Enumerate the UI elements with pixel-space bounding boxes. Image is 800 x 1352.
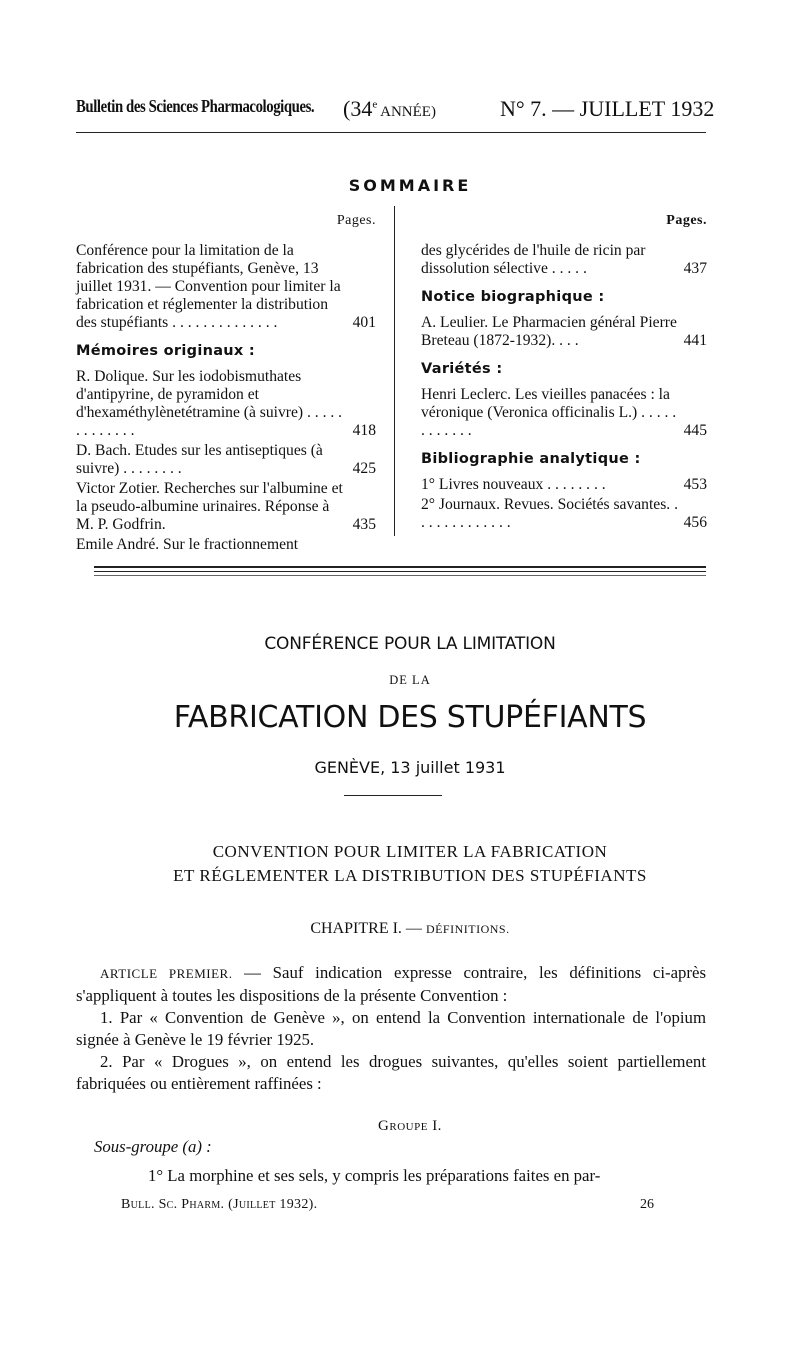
chapter-heading: CHAPITRE I. — DÉFINITIONS.: [310, 920, 510, 937]
toc-entry: [76, 480, 376, 534]
convention-title-line2: ET RÉGLEMENTER LA DISTRIBUTION DES STUPÉFIANTS: [173, 866, 647, 885]
header-rule: [76, 132, 706, 133]
toc-entry-page: 437: [683, 260, 707, 277]
toc-entry: [76, 242, 376, 332]
toc-entry-text: Henri Leclerc. Les vieilles panacées : la véronique (Veronica officinalis L.) . . . . . . . . . . . .: [421, 386, 677, 439]
toc-entry-text: Emile André. Sur le fractionnement: [76, 536, 299, 553]
title-rule: [344, 795, 442, 796]
toc-entry-page: 456: [683, 514, 707, 531]
toc-section-title: Notice biographique :: [421, 289, 605, 305]
toc-entry-text: A. Leulier. Le Pharmacien général Pierre Breteau (1872-1932). . . .: [421, 314, 677, 349]
convention-title-line1: CONVENTION POUR LIMITER LA FABRICATION: [212, 842, 608, 861]
toc-entry: [421, 476, 707, 494]
toc-right-column: [421, 212, 707, 534]
article-title-line2: DE LA: [389, 673, 431, 687]
footer-citation: Bull. Sc. Pharm. (Juillet 1932).: [121, 1197, 318, 1212]
toc-entry-page: 425: [352, 460, 376, 477]
journal-title: Bulletin des Sciences Pharmacologiques.: [76, 96, 315, 116]
article-body: [76, 962, 706, 1095]
pages-label: Pages.: [666, 213, 707, 228]
toc-entry-text: Victor Zotier. Recherches sur l'albumine et la pseudo-albumine urinaires. Réponse à M. P. Godfrin.: [76, 480, 343, 533]
toc-entry: [421, 496, 707, 532]
toc-entry-page: 453: [683, 476, 707, 493]
place-date: GENÈVE, 13 juillet 1931: [314, 758, 506, 777]
toc-entry-text: des glycérides de l'huile de ricin par dissolution sélective . . . . .: [421, 242, 646, 277]
toc-section-title: Mémoires originaux :: [76, 343, 256, 359]
separator-rule: [94, 571, 706, 572]
toc-entry-text: Conférence pour la limitation de la fabrication des stupéfiants, Genève, 13 juillet 1931. — Convention pour limiter la fabrication et réglementer la distribution des stupéfiants . . . . . . . . . . . . . .: [76, 242, 341, 331]
column-divider: [394, 206, 395, 536]
article-title-main: FABRICATION DES STUPÉFIANTS: [173, 700, 647, 735]
toc-entry-page: 445: [683, 422, 707, 439]
toc-entry-text: R. Dolique. Sur les iodobismuthates d'antipyrine, de pyramidon et d'hexaméthylènetétramine (à suivre) . . . . . . . . . . . . .: [76, 368, 343, 439]
groupe-heading: Groupe I.: [378, 1118, 442, 1134]
separator-rule: [94, 575, 706, 576]
toc-section-title: Variétés :: [421, 361, 503, 377]
toc-entry-text: D. Bach. Etudes sur les antiseptiques (à suivre) . . . . . . . .: [76, 442, 323, 477]
toc-section-title: Bibliographie analytique :: [421, 451, 641, 467]
toc-entry-text: 2° Journaux. Revues. Sociétés savantes. . . . . . . . . . . . . .: [421, 496, 678, 531]
sommaire-title: SOMMAIRE: [348, 176, 472, 195]
page-number: 26: [640, 1197, 654, 1212]
toc-entry: [421, 386, 707, 440]
sous-groupe-heading: Sous-groupe (a) :: [94, 1137, 212, 1156]
toc-entry: [421, 314, 707, 350]
toc-entry-text: 1° Livres nouveaux . . . . . . . .: [421, 476, 606, 493]
toc-entry-page: 401: [352, 314, 376, 331]
item-1: 1° La morphine et ses sels, y compris les préparations faites en par-: [148, 1166, 601, 1185]
volume-year: (34e ANNÉE): [343, 96, 436, 121]
pages-label: Pages.: [336, 213, 376, 228]
article-title-line1: CONFÉRENCE POUR LA LIMITATION: [264, 634, 556, 654]
separator-rule: [94, 566, 706, 568]
issue-number: N° 7. — JUILLET 1932: [500, 96, 715, 121]
toc-entry: [76, 442, 376, 478]
paragraph-2: 2. Par « Drogues », on entend les drogues suivantes, qu'elles soient partiellement fabriquées ou entièrement raffinées :: [76, 1052, 706, 1093]
article-premier: ARTICLE PREMIER. — Sauf indication expresse contraire, les définitions ci-après s'appliquent à toutes les dispositions de la présente Convention :: [76, 963, 706, 1005]
toc-left-column: [76, 212, 376, 556]
toc-entry: [76, 536, 376, 554]
toc-entry-page: 435: [352, 516, 376, 533]
toc-entry-page: 441: [683, 332, 707, 349]
toc-entry: [76, 368, 376, 440]
toc-entry-page: 418: [352, 422, 376, 439]
paragraph-1: 1. Par « Convention de Genève », on entend la Convention internationale de l'opium signée à Genève le 19 février 1925.: [76, 1008, 706, 1049]
toc-entry: [421, 242, 707, 278]
